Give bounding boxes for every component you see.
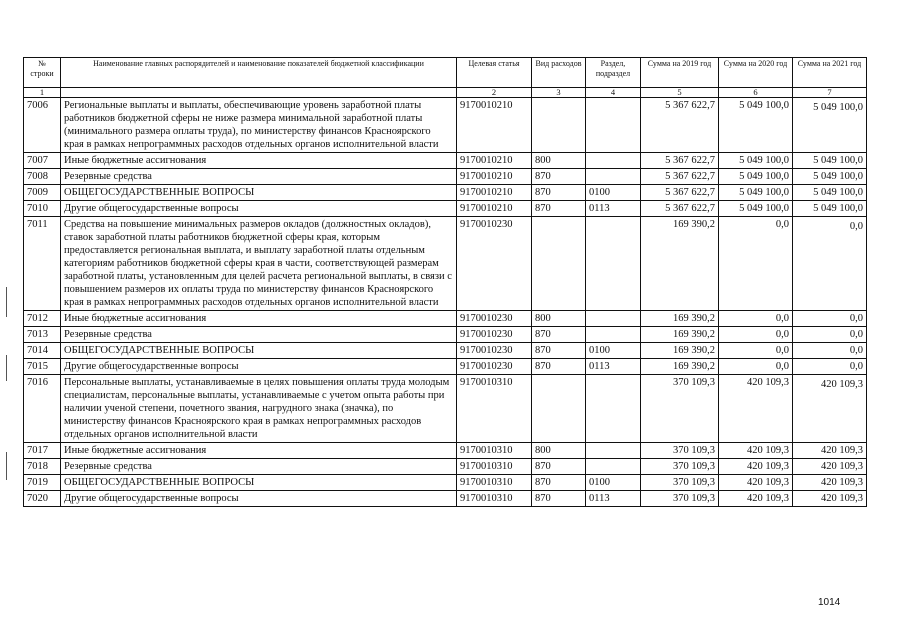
row-target-code: 9170010230 [457,217,532,311]
row-number: 7009 [24,185,61,201]
header-section: Раздел, подраздел [586,58,641,88]
column-number: 5 [641,88,719,98]
row-description: ОБЩЕГОСУДАРСТВЕННЫЕ ВОПРОСЫ [61,343,457,359]
table-row [24,153,867,169]
row-description: Резервные средства [61,327,457,343]
row-section [586,327,641,343]
header-target-code: Целевая статья [457,58,532,88]
row-number: 7014 [24,343,61,359]
column-number: 4 [586,88,641,98]
row-sum-2019: 5 367 622,7 [641,153,719,169]
row-sum-2021: 420 109,3 [793,443,867,459]
row-sum-2019: 5 367 622,7 [641,169,719,185]
row-sum-2021: 420 109,3 [793,475,867,491]
row-sum-2019: 370 109,3 [641,443,719,459]
row-target-code: 9170010230 [457,359,532,375]
row-sum-2021 [793,98,867,153]
row-sum-2019: 370 109,3 [641,475,719,491]
row-expense-type [532,98,586,153]
row-number: 7019 [24,475,61,491]
row-sum-2021: 420 109,3 [793,459,867,475]
row-sum-2020: 0,0 [719,359,793,375]
row-sum-2021: 420 109,3 [793,491,867,507]
row-section [586,217,641,311]
column-number: 7 [793,88,867,98]
row-description: Персональные выплаты, устанавливаемые в целях повышения оплаты труда молодым специалистам, персональные выплаты, устанавливаемые с учетом опыта работы при наличии ученой степени, почетного звания, нагрудного знака (значка), по министерству финансов Красноярского края в рамках непрограммных расходов отдельных органов исполнительной власти [61,375,457,443]
row-sum-2021: 0,0 [793,343,867,359]
row-target-code: 9170010310 [457,443,532,459]
row-description: Иные бюджетные ассигнования [61,153,457,169]
table-row [24,217,867,311]
row-expense-type: 870 [532,359,586,375]
row-sum-2019: 370 109,3 [641,459,719,475]
row-expense-type: 800 [532,443,586,459]
row-sum-2020: 420 109,3 [719,375,793,443]
table-row [24,375,867,443]
row-sum-2019: 169 390,2 [641,217,719,311]
row-section: 0113 [586,201,641,217]
row-section [586,311,641,327]
row-section: 0113 [586,359,641,375]
row-sum-2021: 5 049 100,0 [793,185,867,201]
row-section [586,98,641,153]
row-description: Региональные выплаты и выплаты, обеспечивающие уровень заработной платы работников бюджетной сферы не ниже размера минимальной заработной платы (минимального размера оплаты труда), по министерству финансов Красноярского края в рамках непрограммных расходов отдельных органов исполнительной власти [61,98,457,153]
row-sum-2020: 5 049 100,0 [719,153,793,169]
row-description: Иные бюджетные ассигнования [61,311,457,327]
row-sum-2019: 169 390,2 [641,343,719,359]
table-row [24,459,867,475]
table-row [24,327,867,343]
table-row [24,201,867,217]
row-description: Средства на повышение минимальных размеров окладов (должностных окладов), ставок заработной платы работников бюджетной сферы края, которым предоставляется региональная выплата, и выплату заработной платы отдельным категориям работников бюджетной сферы края в части, соответствующей размерам заработной платы, установленным для целей расчета региональной выплаты, в связи с повышением размеров их оплаты труда по министерству финансов Красноярского края в рамках непрограммных расходов отдельных органов исполнительной власти [61,217,457,311]
row-sum-2021: 0,0 [793,359,867,375]
header-row-number: № строки [24,58,61,88]
row-expense-type: 870 [532,169,586,185]
header-description: Наименование главных распорядителей и наименование показателей бюджетной классификации [61,58,457,88]
row-number: 7006 [24,98,61,153]
row-section [586,459,641,475]
row-target-code: 9170010210 [457,98,532,153]
column-number [61,88,457,98]
row-target-code: 9170010310 [457,491,532,507]
row-expense-type: 870 [532,185,586,201]
row-section [586,443,641,459]
row-number: 7008 [24,169,61,185]
row-description: Иные бюджетные ассигнования [61,443,457,459]
row-target-code: 9170010210 [457,169,532,185]
row-sum-2021 [793,217,867,311]
row-sum-2020: 0,0 [719,217,793,311]
row-target-code: 9170010230 [457,343,532,359]
row-sum-2020: 5 049 100,0 [719,98,793,153]
row-description: Другие общегосударственные вопросы [61,359,457,375]
row-target-code: 9170010310 [457,375,532,443]
row-sum-2019: 5 367 622,7 [641,201,719,217]
row-description: Другие общегосударственные вопросы [61,491,457,507]
row-description: ОБЩЕГОСУДАРСТВЕННЫЕ ВОПРОСЫ [61,475,457,491]
row-target-code: 9170010310 [457,475,532,491]
row-description: ОБЩЕГОСУДАРСТВЕННЫЕ ВОПРОСЫ [61,185,457,201]
row-target-code: 9170010310 [457,459,532,475]
row-sum-2021-value: 5 049 100,0 [813,102,863,113]
row-sum-2020: 420 109,3 [719,475,793,491]
row-sum-2020: 0,0 [719,327,793,343]
row-target-code: 9170010230 [457,327,532,343]
row-description: Резервные средства [61,459,457,475]
row-number: 7016 [24,375,61,443]
row-expense-type: 870 [532,343,586,359]
row-sum-2019: 370 109,3 [641,375,719,443]
row-expense-type: 870 [532,201,586,217]
row-target-code: 9170010210 [457,201,532,217]
row-sum-2020: 420 109,3 [719,443,793,459]
row-section: 0100 [586,343,641,359]
row-number: 7011 [24,217,61,311]
row-sum-2019: 169 390,2 [641,359,719,375]
row-expense-type [532,217,586,311]
column-number-row [24,88,867,98]
row-sum-2019: 169 390,2 [641,311,719,327]
row-sum-2021: 5 049 100,0 [793,201,867,217]
row-expense-type: 870 [532,475,586,491]
table-row [24,185,867,201]
row-sum-2021: 0,0 [793,327,867,343]
row-section [586,169,641,185]
row-description: Резервные средства [61,169,457,185]
row-sum-2021-value: 420 109,3 [821,379,863,390]
row-number: 7015 [24,359,61,375]
row-expense-type: 800 [532,311,586,327]
row-sum-2020: 5 049 100,0 [719,201,793,217]
row-number: 7010 [24,201,61,217]
row-section [586,153,641,169]
row-section: 0100 [586,185,641,201]
row-sum-2020: 420 109,3 [719,491,793,507]
row-number: 7018 [24,459,61,475]
header-sum-2019: Сумма на 2019 год [641,58,719,88]
row-sum-2020: 0,0 [719,311,793,327]
column-number: 1 [24,88,61,98]
row-target-code: 9170010230 [457,311,532,327]
header-expense-type: Вид расходов [532,58,586,88]
row-expense-type: 800 [532,153,586,169]
header-sum-2021: Сумма на 2021 год [793,58,867,88]
table-row [24,443,867,459]
column-number: 3 [532,88,586,98]
scan-edge-mark [6,287,7,317]
row-sum-2021: 5 049 100,0 [793,153,867,169]
row-sum-2019: 370 109,3 [641,491,719,507]
table-row [24,475,867,491]
row-sum-2020: 5 049 100,0 [719,185,793,201]
scan-edge-mark [6,355,7,381]
budget-table [23,57,867,507]
table-row [24,98,867,153]
row-description: Другие общегосударственные вопросы [61,201,457,217]
row-section: 0113 [586,491,641,507]
scan-edge-mark [6,452,7,480]
column-number: 2 [457,88,532,98]
row-expense-type: 870 [532,459,586,475]
row-expense-type: 870 [532,327,586,343]
row-sum-2020: 420 109,3 [719,459,793,475]
row-target-code: 9170010210 [457,153,532,169]
table-row [24,343,867,359]
row-sum-2019: 5 367 622,7 [641,185,719,201]
page-number: 1014 [818,597,841,608]
row-number: 7012 [24,311,61,327]
row-section [586,375,641,443]
row-section: 0100 [586,475,641,491]
row-number: 7013 [24,327,61,343]
row-expense-type: 870 [532,491,586,507]
row-sum-2021: 5 049 100,0 [793,169,867,185]
row-sum-2021: 0,0 [793,311,867,327]
table-row [24,491,867,507]
row-sum-2021 [793,375,867,443]
table-row [24,169,867,185]
row-number: 7020 [24,491,61,507]
row-target-code: 9170010210 [457,185,532,201]
row-sum-2020: 0,0 [719,343,793,359]
row-number: 7017 [24,443,61,459]
row-sum-2019: 5 367 622,7 [641,98,719,153]
table-row [24,359,867,375]
row-sum-2020: 5 049 100,0 [719,169,793,185]
row-number: 7007 [24,153,61,169]
row-sum-2021-value: 0,0 [849,221,863,232]
row-expense-type [532,375,586,443]
table-header-row [24,58,867,88]
row-sum-2019: 169 390,2 [641,327,719,343]
header-sum-2020: Сумма на 2020 год [719,58,793,88]
table-row [24,311,867,327]
column-number: 6 [719,88,793,98]
